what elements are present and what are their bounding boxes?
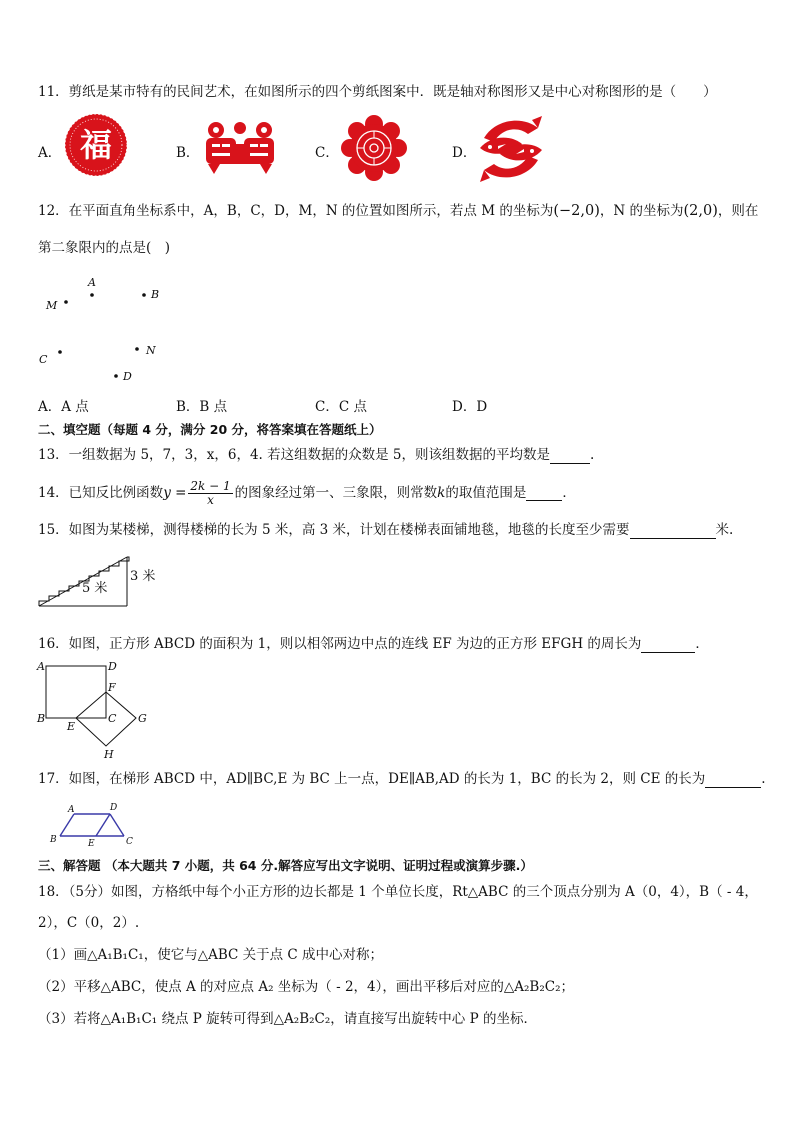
q18-stem-line2: 2），C（0，2）.: [38, 915, 140, 931]
svg-text:H: H: [104, 748, 114, 761]
q16-answer-blank: [641, 638, 695, 653]
q15-stem: 15．如图为某楼梯，测得楼梯的长为 5 米，高 3 米，计划在楼梯表面铺地毯，地毯的长度至少需要 米.: [38, 522, 734, 538]
point-n: [135, 347, 139, 351]
fu-character: 福: [79, 126, 113, 164]
papercut-fu-image: [63, 112, 129, 178]
q11-option-c-label: C．: [315, 145, 339, 161]
svg-text:A: A: [68, 805, 75, 815]
q15-staircase-figure: [38, 556, 168, 610]
point-d: [114, 374, 118, 378]
q17-trapezoid-figure: [46, 800, 146, 850]
q17-stem: 17．如图，在梯形 ABCD 中，AD∥BC,E 为 BC 上一点，DE∥AB,AD 的长为 1，BC 的长为 2，则 CE 的长为 .: [38, 771, 766, 787]
svg-text:A: A: [37, 660, 45, 673]
q12-point-figure: [36, 274, 166, 384]
q15-answer-blank: [630, 524, 716, 539]
q11-option-a-label: A．: [38, 145, 62, 161]
point-b: [142, 293, 146, 297]
section-3-heading: 三、解答题 （本大题共 7 小题，共 64 分.解答应写出文字说明、证明过程或演算步骤.）: [38, 858, 533, 873]
point-a: [90, 293, 94, 297]
q12-option-b: B．B 点: [176, 399, 228, 415]
q16-square-figure: [36, 660, 146, 762]
svg-text:D: D: [110, 803, 118, 813]
q13-answer-blank: [550, 449, 590, 464]
q18-part-1: （1）画△A₁B₁C₁，使它与△ABC 关于点 C 成中心对称；: [38, 947, 384, 963]
q12-stem-line2: 第二象限内的点是( ): [38, 240, 171, 256]
stair-height-label: 3 米: [130, 569, 156, 584]
svg-text:D: D: [108, 660, 117, 673]
svg-text:B: B: [50, 835, 57, 845]
svg-text:C: C: [108, 712, 117, 725]
q14-fraction: $\frac{2k - 1}{x}$: [190, 479, 231, 507]
q12-stem-line1: 12．在平面直角坐标系中，A，B，C，D，M，N 的位置如图所示，若点 M 的坐标为(−2,0)，N 的坐标为(2,0)，则在: [38, 203, 759, 219]
papercut-double-happiness-image: [200, 118, 280, 174]
svg-text:B: B: [37, 712, 46, 725]
point-a-label: A: [88, 276, 96, 289]
svg-text:F: F: [108, 681, 116, 694]
q14-answer-blank: [526, 486, 562, 501]
q12-option-c: C．C 点: [315, 399, 367, 415]
stair-length-label: 5 米: [82, 581, 108, 596]
point-m-label: M: [46, 299, 58, 312]
section-2-heading: 二、填空题（每题 4 分，满分 20 分，将答案填在答题纸上）: [38, 422, 382, 437]
point-c: [58, 350, 62, 354]
q11-option-b-label: B．: [176, 145, 200, 161]
svg-text:C: C: [126, 837, 133, 847]
point-b-label: B: [151, 288, 160, 301]
papercut-fish-image: [476, 114, 546, 184]
q12-option-d: D．D: [452, 399, 488, 415]
q17-answer-blank: [705, 773, 761, 788]
svg-text:E: E: [67, 720, 76, 733]
q16-stem: 16．如图，正方形 ABCD 的面积为 1，则以相邻两边中点的连线 EF 为边的正方形 EFGH 的周长为 ．: [38, 636, 709, 652]
q18-part-3: （3）若将△A₁B₁C₁ 绕点 P 旋转可得到△A₂B₂C₂，请直接写出旋转中心 P 的坐标．: [38, 1011, 537, 1027]
q11-stem: 11．剪纸是某市特有的民间艺术，在如图所示的四个剪纸图案中．既是轴对称图形又是中心对称图形的是（ ）: [38, 84, 717, 100]
point-d-label: D: [123, 370, 132, 383]
point-c-label: C: [39, 353, 48, 366]
svg-text:E: E: [88, 839, 95, 849]
q18-stem-line1: 18．（5分）如图，方格纸中每个小正方形的边长都是 1 个单位长度，Rt△ABC 的三个顶点分别为 A（0，4），B（ - 4，: [38, 884, 758, 900]
q12-option-a: A．A 点: [38, 399, 89, 415]
q13-stem: 13．一组数据为 5，7，3，x，6，4. 若这组数据的众数是 5，则该组数据的平均数是 .: [38, 447, 595, 463]
svg-text:G: G: [138, 712, 147, 725]
m-coordinate: (−2,0): [553, 203, 600, 219]
n-coordinate: (2,0): [683, 203, 718, 219]
point-m: [64, 300, 68, 304]
q11-option-d-label: D．: [452, 145, 477, 161]
papercut-flower-image: [340, 116, 408, 180]
q14-stem: 14．已知反比例函数y = $\frac{2k - 1}{x}$ 的图象经过第一、三象限，则常数k的取值范围是 ．: [38, 479, 576, 507]
point-n-label: N: [146, 344, 156, 357]
q18-part-2: （2）平移△ABC，使点 A 的对应点 A₂ 坐标为（ - 2，4），画出平移后对应的△A₂B₂C₂；: [38, 979, 574, 995]
